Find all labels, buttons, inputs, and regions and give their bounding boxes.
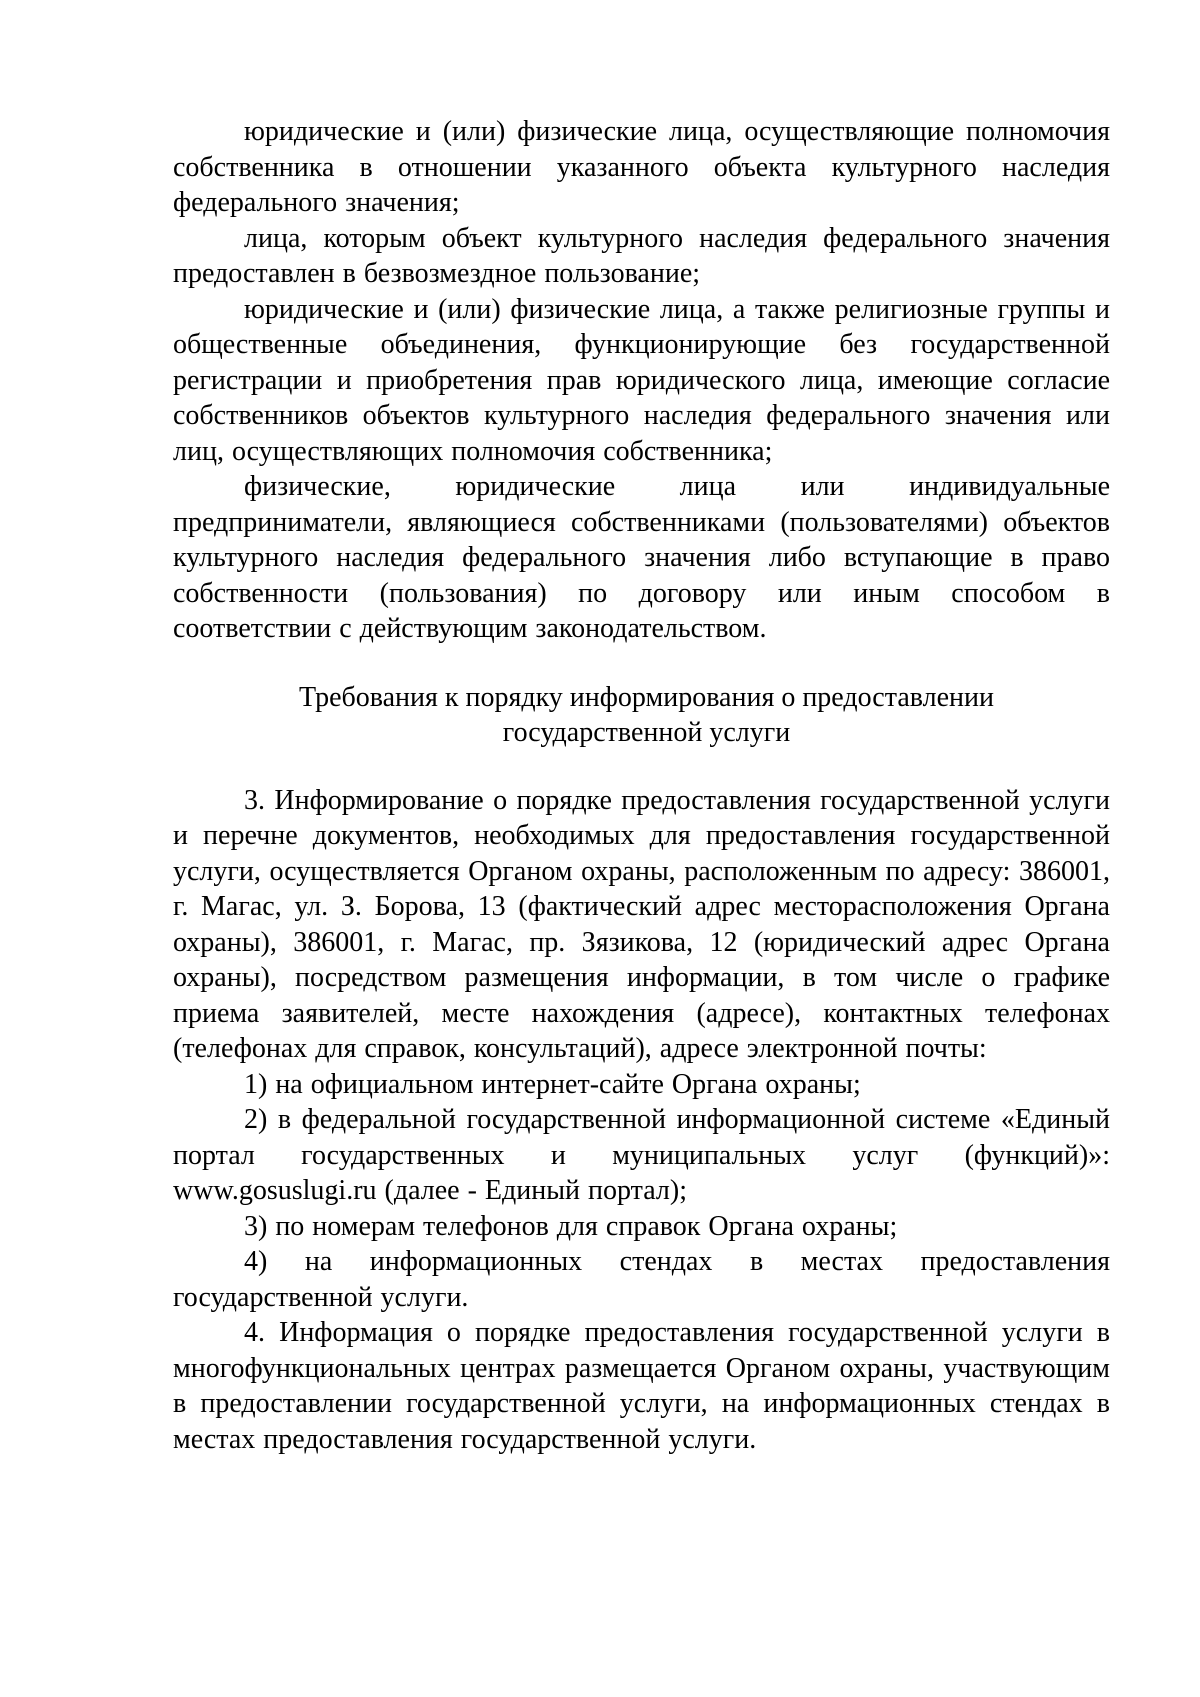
list-item-unified-portal: 2) в федеральной государственной информационной системе «Единый портал государственных и муниципальных услуг (функций)»: www.gosuslugi.ru (далее - Единый портал); — [173, 1104, 1110, 1206]
paragraph-individuals-entrepreneurs: физические, юридические лица или индивидуальные предприниматели, являющиеся собственниками (пользователями) объектов культурного наследия федерального значения либо вступающие в право собственности (пользования) по договору или иным способом в соответствии с действующим законодательством. — [173, 471, 1110, 644]
document-body — [173, 114, 1110, 1457]
section-heading-line-1: Требования к порядку информирования о предоставлении — [299, 681, 994, 713]
section-heading-line-2: государственной услуги — [502, 717, 791, 748]
paragraph-item-3-informing: 3. Информирование о порядке предоставления государственной услуги и перечне документов, необходимых для предоставления государственной услуги, осуществляется Органом охраны, расположенным по адресу: 386001, г. Магас, ул. З. Борова, 13 (фактический адрес месторасположения Органа охраны), 386001, г. Магас, пр. Зязикова, 12 (юридический адрес Органа охраны), посредством размещения информации, в том числе о графике приема заявителей, месте нахождения (адресе), контактных телефонах (телефонах для справок, консультаций), адресе электронной почты: — [173, 784, 1110, 1064]
list-item-official-site: 1) на официальном интернет-сайте Органа охраны; — [244, 1068, 861, 1100]
paragraph-free-use: лица, которым объект культурного наследия федерального значения предоставлен в безвозмездное пользование; — [173, 222, 1110, 289]
section-heading — [173, 680, 1110, 751]
paragraph-owners-authority: юридические и (или) физические лица, осуществляющие полномочия собственника в отношении указанного объекта культурного наследия федерального значения; — [173, 116, 1110, 218]
paragraph-religious-groups: юридические и (или) физические лица, а также религиозные группы и общественные объединения, функционирующие без государственной регистрации и приобретения прав юридического лица, имеющие согласие собственников объектов культурного наследия федерального значения или лиц, осуществляющих полномочия собственника; — [173, 293, 1110, 467]
list-item-info-stands: 4) на информационных стендах в местах предоставления государственной услуги. — [173, 1246, 1110, 1313]
paragraph-item-4-mfc: 4. Информация о порядке предоставления государственной услуги в многофункциональных центрах размещается Органом охраны, участвующим в предоставлении государственной услуги, на информационных стендах в местах предоставления государственной услуги. — [173, 1317, 1110, 1455]
list-item-phone-numbers: 3) по номерам телефонов для справок Органа охраны; — [244, 1210, 898, 1242]
